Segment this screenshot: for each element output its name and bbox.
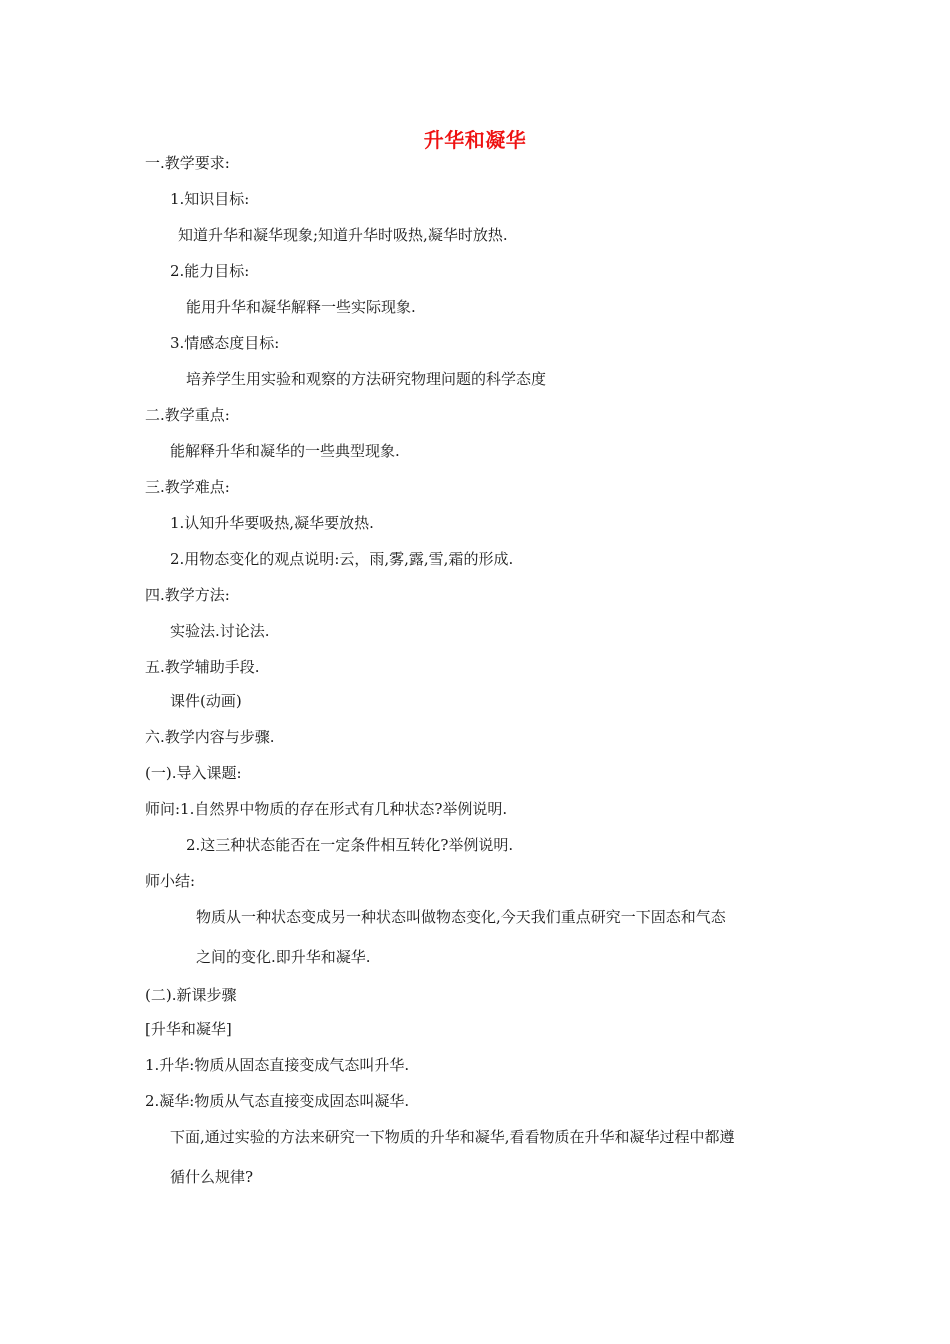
teacher-question-2: 2.这三种状态能否在一定条件相互转化?举例说明. (186, 836, 514, 854)
paragraph-experiment-line-1: 下面,通过实验的方法来研究一下物质的升华和凝华,看看物质在升华和凝华过程中都遵 (170, 1128, 735, 1146)
section-heading-methods: 四.教学方法: (145, 586, 230, 604)
subheading-ability-goal: 2.能力目标: (170, 262, 250, 280)
section-heading-aids: 五.教学辅助手段. (145, 658, 260, 676)
list-item-difficulty-2: 2.用物态变化的观点说明:云，雨,雾,露,雪,霜的形成. (170, 550, 514, 568)
section-heading-difficulties: 三.教学难点: (145, 478, 230, 496)
list-item-difficulty-1: 1.认知升华要吸热,凝华要放热. (170, 514, 374, 532)
teacher-summary-line-1: 物质从一种状态变成另一种状态叫做物态变化,今天我们重点研究一下固态和气态 (196, 908, 726, 926)
paragraph-aids: 课件(动画) (170, 692, 242, 710)
paragraph-knowledge-goal: 知道升华和凝华现象;知道升华时吸热,凝华时放热. (178, 226, 508, 244)
definition-sublimation: 1.升华:物质从固态直接变成气态叫升华. (145, 1056, 410, 1074)
teacher-summary-label: 师小结: (145, 872, 196, 890)
teacher-summary-line-2: 之间的变化.即升华和凝华. (196, 948, 371, 966)
section-heading-requirements: 一.教学要求: (145, 154, 230, 172)
paragraph-key-points: 能解释升华和凝华的一些典型现象. (170, 442, 400, 460)
definition-deposition: 2.凝华:物质从气态直接变成固态叫凝华. (145, 1092, 410, 1110)
document-title: 升华和凝华 (423, 128, 527, 152)
subheading-knowledge-goal: 1.知识目标: (170, 190, 250, 208)
subheading-attitude-goal: 3.情感态度目标: (170, 334, 280, 352)
bracket-heading-sublimation: [升华和凝华] (145, 1020, 232, 1038)
paragraph-methods: 实验法.讨论法. (170, 622, 270, 640)
paragraph-ability-goal: 能用升华和凝华解释一些实际现象. (186, 298, 416, 316)
subheading-introduction: (一).导入课题: (145, 764, 242, 782)
paragraph-experiment-line-2: 循什么规律? (170, 1168, 254, 1186)
paragraph-attitude-goal: 培养学生用实验和观察的方法研究物理问题的科学态度 (186, 370, 547, 388)
subheading-new-lesson: (二).新课步骤 (145, 986, 237, 1004)
section-heading-content-steps: 六.教学内容与步骤. (145, 728, 275, 746)
section-heading-key-points: 二.教学重点: (145, 406, 230, 424)
teacher-question-1: 师问:1.自然界中物质的存在形式有几种状态?举例说明. (145, 800, 508, 818)
